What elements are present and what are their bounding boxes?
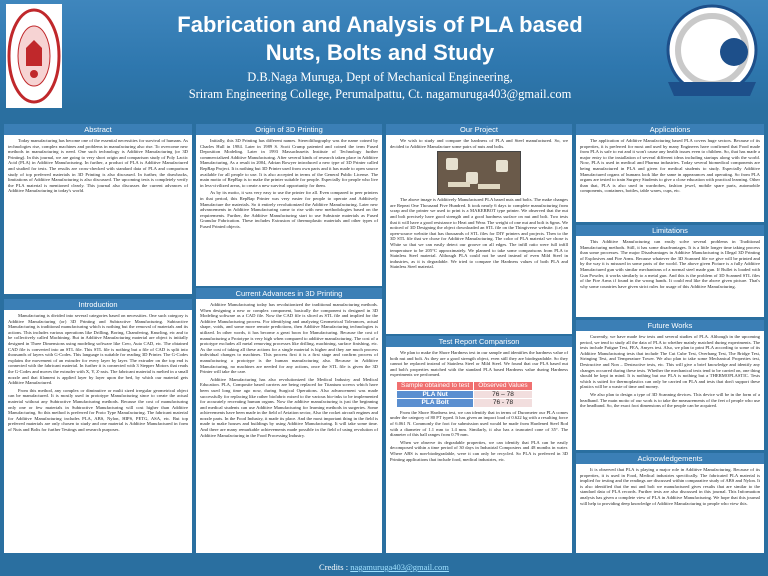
future-works-title: Future Works xyxy=(576,320,764,331)
table-header: Observed Values xyxy=(474,381,532,390)
nuts-and-bolts-photo xyxy=(437,151,521,195)
acknowledgements-title: Acknowledgements xyxy=(576,453,764,464)
credits-email-link[interactable]: nagamuruga403@gmail.com xyxy=(350,562,449,572)
our-project-title: Our Project xyxy=(386,124,572,135)
current-advances-text: Additive Manufacturing today has revolutionized the traditional manufacturing methods. When designing a new or complex component, basically the component is designed in 3D Modeling software as a CAD file. Now the CAD file is sliced as STL file and implied for the Additive Manufacturing process. For identifying and analyzing Geometrical Tolerances, actual shape, voids, and some more remote predictions, then Additive Manufacturing technologies is utilized. In other words, it has become a great boon for Manufacturing. Because the cost of manufacturing a Prototype is very high when compared to additive manufacturing. The cost of a prototype excludes all metal removing processes like drilling, machining, surface finishing, etc. As the cost of taking all these actions for a single material is higher and they are much process individual changes to machines. This process first it is a first stage and confirm process of manufacturing a prototype is the human manufacturing also. Because in Additive Manufacturing, no machines are needed for any actions, once the STL file is given the 3D Printer will take the care. Additive Manufacturing has also revolutionized the Medical Industry and Medical Education. PLA, Composite based carriers are being replaced for Titanium screws which have been used long time ago now, during Surgical Operations. Also advancement was made successfully for replacing like rather biofabric mixed to the various bio-inks to be implemented for accurately recreating human organs. Now the additive manufacturing is just the beginning and medical students can use Additive Manufacturing for learning methods in surgeries. Some achievements have been made in the field of Aviation sector, Also the rocket aircraft engines and nozzle parts. In the Food Industry, it made its place. And the most important thing in the field is made to make houses and buildings by using Additive Manufacturing. It will take some time. And there are many remarkable achievements made possible in the field of using revolution of Additive Manufacturing in the Food Processing Industry. xyxy=(200,302,378,438)
table-cell: PLA Nut xyxy=(397,390,474,399)
test-report-panel xyxy=(386,336,572,553)
introduction-text: Manufacturing is divided into several categories based on necessities. One such category is Additive Manufacturing (or) 3D Printing and Subtractive Manufacturing. Subtractive Manufacturing is traditional manufacturing which is nothing but the removal of materials and its actions. This includes various operations like Drilling, Boring, Chamfering, Knurling, etc and to be collectively called Machining. But in Additive Manufacturing material are object is initially designed in Three Dimensions using modeling software like Creo, Auto CAD, etc. The obtained CAD file is converted into an STL file. This STL file is nothing but a file of CAD is split into thousands of layers with G-Codes. This language is suitable for reading 3D Printer. The G-Codes explains the movement of an extruder for every layer by layer. The extruder on the top end is connected with the fabricant material. In further it is connected with 3 Stepper Motors that reads the G-Codes and moves the extruder with X, Y, Z-axis. The fabricant material is melted in a small nozzle and that filament is applied layer by layer upon the bed, by which our material gets Additive Manufactured. From this method, any complex or diminutive or multi sized irregular geometrical object can be manufactured. It is mostly used in prototype Manufacturing since to create the actual material without any Subtractive Manufacturing methods. Because the cost of manufacturing only one or few materials in Subtractive Manufacturing will cost higher than Additive Manufacturing. So this method is preferred for Proto Type Manufacturing. The fabricant material for Additive Manufacturing includes PLA, ABS, Nylon, HIPS, PETG, ASA, etc. But top preferred materials are only chosen to study and one material is Additive Manufactured in form of Nuts and Bolts for further Testings and research purposes. xyxy=(8,313,188,432)
poster-header xyxy=(0,0,768,112)
test-report-title: Test Report Comparison xyxy=(386,336,572,347)
origin-text: Initially, this 3D Printing has different names. Stereolithography was the name coined by Charles Hull in 1984. Later in 1989 S. Scott Crump patented and coined the term Fused Deposition Modeling. Later in 1993 Massachusetts Institute of Technology further commercialized Additive Manufacturing. After several kinds of research taken place in Additive Manufacturing, As a result in 2004, Adrian Bowyer introduced a new type of 3D Printer called RepRap Project. It is nothing but 3D Printer used from own parts and it has made to open source available for all people to use. It is also accepted in terms of the General Public License. The main motto of RepRap is to make the printer suitable for people. Especially for people who live in less-civilized areas, to create a new survival opportunity for them. As by its motto, it was very easy to use the printer for all. Even compared to peer printers in that period, this RepRap Printer was very easier for people to operate and Additively Manufacture the materials. So it entirely revolutionized the Additive Manufacturing. Later new advancements in Additive Manufacturing came to rise with new methodologies based on the requirements. Further, the Additive Manufacturing start to use Substrate materials as Fused Granular Fabrication. These includes Extrusion of thermoplastic materials and other types of Fused Printed objects. xyxy=(200,138,378,229)
our-project-panel xyxy=(386,124,572,334)
limitations-panel xyxy=(576,225,764,317)
abstract-title: Abstract xyxy=(4,124,192,135)
poster-title-line-2: Nuts, Bolts and Study xyxy=(265,40,495,65)
introduction-panel xyxy=(4,299,192,553)
limitations-text: This Additive Manufacturing can easily solve several problems in Traditional Manufacturing methods. Still, it has some disadvantages. It is a little longer time taking process than some processes. The major Disadvantages in Additive Manufacturing is Illegal 3D Printing of Explosives and Fire Arms. Because whatever the 3D Scanned file we give will be printed and by the way it is misused in some parts of the world. The above given Picture is a fully Additive Manufactured gun with similar mechanisms of a normal steel made gun. If Bullet is loaded with Gun Powder, it works similarly to a metal gun. And this is the problem of 3D Scanned STL files of the Fire Arms if found in the wrong hands. It could end like the above given picture. That's why some countries have given strict rules for usage of this Additive Manufacturing. xyxy=(580,239,760,289)
acknowledgements-panel xyxy=(576,453,764,553)
abstract-text: Today manufacturing has become one of the essential necessities for survival of humans. As technologies rise, complex machines and problems in manufacturing also rise. To overcome new methods in manufacturing is need. One such technology is Additive Manufacturing (or 3D Printing). In this journal, we are going to very short origin and comparison study of Poly Lactic Acid (PLA) in Additive Manufacturing. In further, a product of PLA is Additive Manufactured and studied for tests. The results are cross-checked with standard data of PLA and comparison study of top preferred materials in 3D Printing is also discussed. In further, the drawbacks, limitations of Additive Manufacturing is also discussed. The upcoming tests is completely verify the PLA material is mentioned clearly. This journal also discusses the current advances of Additive Manufacturing in today's world. xyxy=(8,138,188,194)
poster-title-line-1: Fabrication and Analysis of PLA based xyxy=(177,12,583,37)
test-report-text: We plan to make the Shore Hardness test in our sample and identifies the hardness value of both nut and bolt. As they are a good strength object, even still they are biodegradable. So they cannot be replaced instead of Stainless Steel or Mild Steel. We found that our PLA based nut and bolt's properties matched with the standard PLA based Hardness value during Hardness experiments we performed. Sample obtained to test Observed Values PLA Nut 76 – 78 PLA Bolt 76 - 78 From the Shore Hardness test, we can identify that in terms of Durometer our PLA comes under the category of 80 PT typed. It has given an impact load of 0.622 kg with a resulting force of 6.061 N. Commonly the foot for submission used would be made from Hardened Steel Rod with a diameter of 1.1 mm to 1.4 mm. Similarly, it also has a truncated cone of 35°. The diameter of this ball ranges from 0.79 mm. When we observe its degradable properties, we can identify that PLA can be easily decomposed within a time period of 30 days in Industrial Composters and 48 months in water. Where ABS is non-biodegradable, were it can only be recycled. So PLA is preferred in 3D Printing applications that include food, medical industries, etc. xyxy=(390,350,568,462)
current-advances-panel xyxy=(196,288,382,553)
poster-authors: D.B.Naga Muruga, Dept of Mechanical Engineering, xyxy=(247,70,513,84)
abstract-panel xyxy=(4,124,192,294)
hardness-results-table xyxy=(396,381,533,408)
introduction-title: Introduction xyxy=(4,299,192,310)
origin-panel xyxy=(196,124,382,286)
our-project-text: We wish to study and compare the hardness of PLA and Steel manufactured. So, we decided to Additive Manufacture some pairs of nuts and bolts. The above image is Additively Manufactured PLA based nuts and bolts. The make changes are Repeat One Thousand Five Hundred. It took nearly 6 days to complete manufacturing from scrap and the printer we used to print is a MAKERBOT type printer. We observed that the nut and bolt precisely have good strength and a good hardness surface on nut and bolt. Two tests that it will have a good resistance to Heat and Wear. The weight of one nut and bolt is 6gms. We noticed of 3D Designing the object downloaded an STL file on the Thingiverse website. (i.e) an open-source website that has thousands of STL files for DIY printers and projects. Then to the 3D STL file that we chose for Additive Manufacturing. The color of PLA material we chose is White so that we can easily detect our groove on all edges. The infill ratio were full infill temperature to be 205°C approximately. We planned to take some comparisons from PLA to Stainless Steel material. Although PLA could not be used instead of even Mild Steel in industries, as it is degradable. We tried to compare the Hardness values of both PLA and Stainless Steel material. xyxy=(390,138,568,270)
future-works-text: Currently, we have made few tests and several studies of PLA. Although in the upcoming period, we tend to study all the data of PLA to whether mainly matched during experiments. The tests include Fatigue Test, FEA, Amyes test. Also, we plan to print PLA according to some of its Additive Manufacturing tests that include The Cut Cube Test, Overhang Test, The Bridge Test, Stringing Test, and Temperature Tower. We also plan to take some Mechanical Properties test, Destructive and Non – Destructive tests, etc. This will give a brief knowledge and identify any changes occurred during these tests. Whether the mechanical tests tend to be carried on, one thing should be kept in mind. It is nothing but our PLA is nothing but a THERMOPLASTIC. Tests which is suited for thermoplastics can only be carried on PLA and tests that don't support these plastics will be a waste of time and money. We also plan to design a type of 3D Scanning devices. This device will be in the form of a headband. The main motto of our work is to take the measurements of the feet of people who use the headband. So, the exact foot dimensions of the people can be acquired. xyxy=(580,334,760,409)
silver-jubilee-logo xyxy=(662,2,762,108)
current-advances-title: Current Advances in 3D Printing xyxy=(196,288,382,299)
table-cell: PLA Bolt xyxy=(397,399,474,408)
college-seal-logo xyxy=(6,4,62,108)
credits-footer xyxy=(0,558,768,576)
table-row xyxy=(397,390,533,399)
table-cell: 76 - 78 xyxy=(474,399,532,408)
applications-text: The application of Additive Manufacturing based PLA covers huge sectors. Because of its properties, it is preferred for most and used by many Engineers have confirmed that Food made from PLA is safe to eat and it won't cause any health issues even to children. So, that has made a major entry to the installation of several different ideas including startups along with the world. Now, PLA is used in medical and Pharma industries. Today several biomedical components are being manufactured in PLA and given for medical students to study. Especially Additive Manufactured organs of humans look like the same in appearances and operating. So from PLA organs are tested to train Surgery Students to give a close education with practical learning. Other than that, PLA is also used in wardrobes, fashion jewel, mobile spare parts, automobile components, containers, bottles, table wares, cups, etc. xyxy=(580,138,760,194)
limitations-title: Limitations xyxy=(576,225,764,236)
table-cell: 76 – 78 xyxy=(474,390,532,399)
applications-panel xyxy=(576,124,764,222)
origin-title: Origin of 3D Printing xyxy=(196,124,382,135)
credits-label: Credits : xyxy=(319,562,351,572)
poster-affiliation: Sriram Engineering College, Perumalpattu, Ct. nagamuruga403@gmail.com xyxy=(188,87,572,101)
table-row xyxy=(397,399,533,408)
acknowledgements-text: It is observed that PLA is playing a major role in Additive Manufacturing. Because of its properties, it is used in Food, Medical industries specifically. The fabricated PLA material is implied for testing and the readings are discussed within comparative study of ABS and Nylon. It is also identified that the nut and bolt we manufactured gives results that are similar to the standard data of PLA records. Further tests are also discussed in this journal. This Information analysis has given a complete view of PLA in Additive Manufacturing. We hope that this journal will help to providing deep knowledge of Additive Manufacturing to people who view this. xyxy=(580,467,760,506)
applications-title: Applications xyxy=(576,124,764,135)
table-header: Sample obtained to test xyxy=(397,381,474,390)
future-works-panel xyxy=(576,320,764,450)
